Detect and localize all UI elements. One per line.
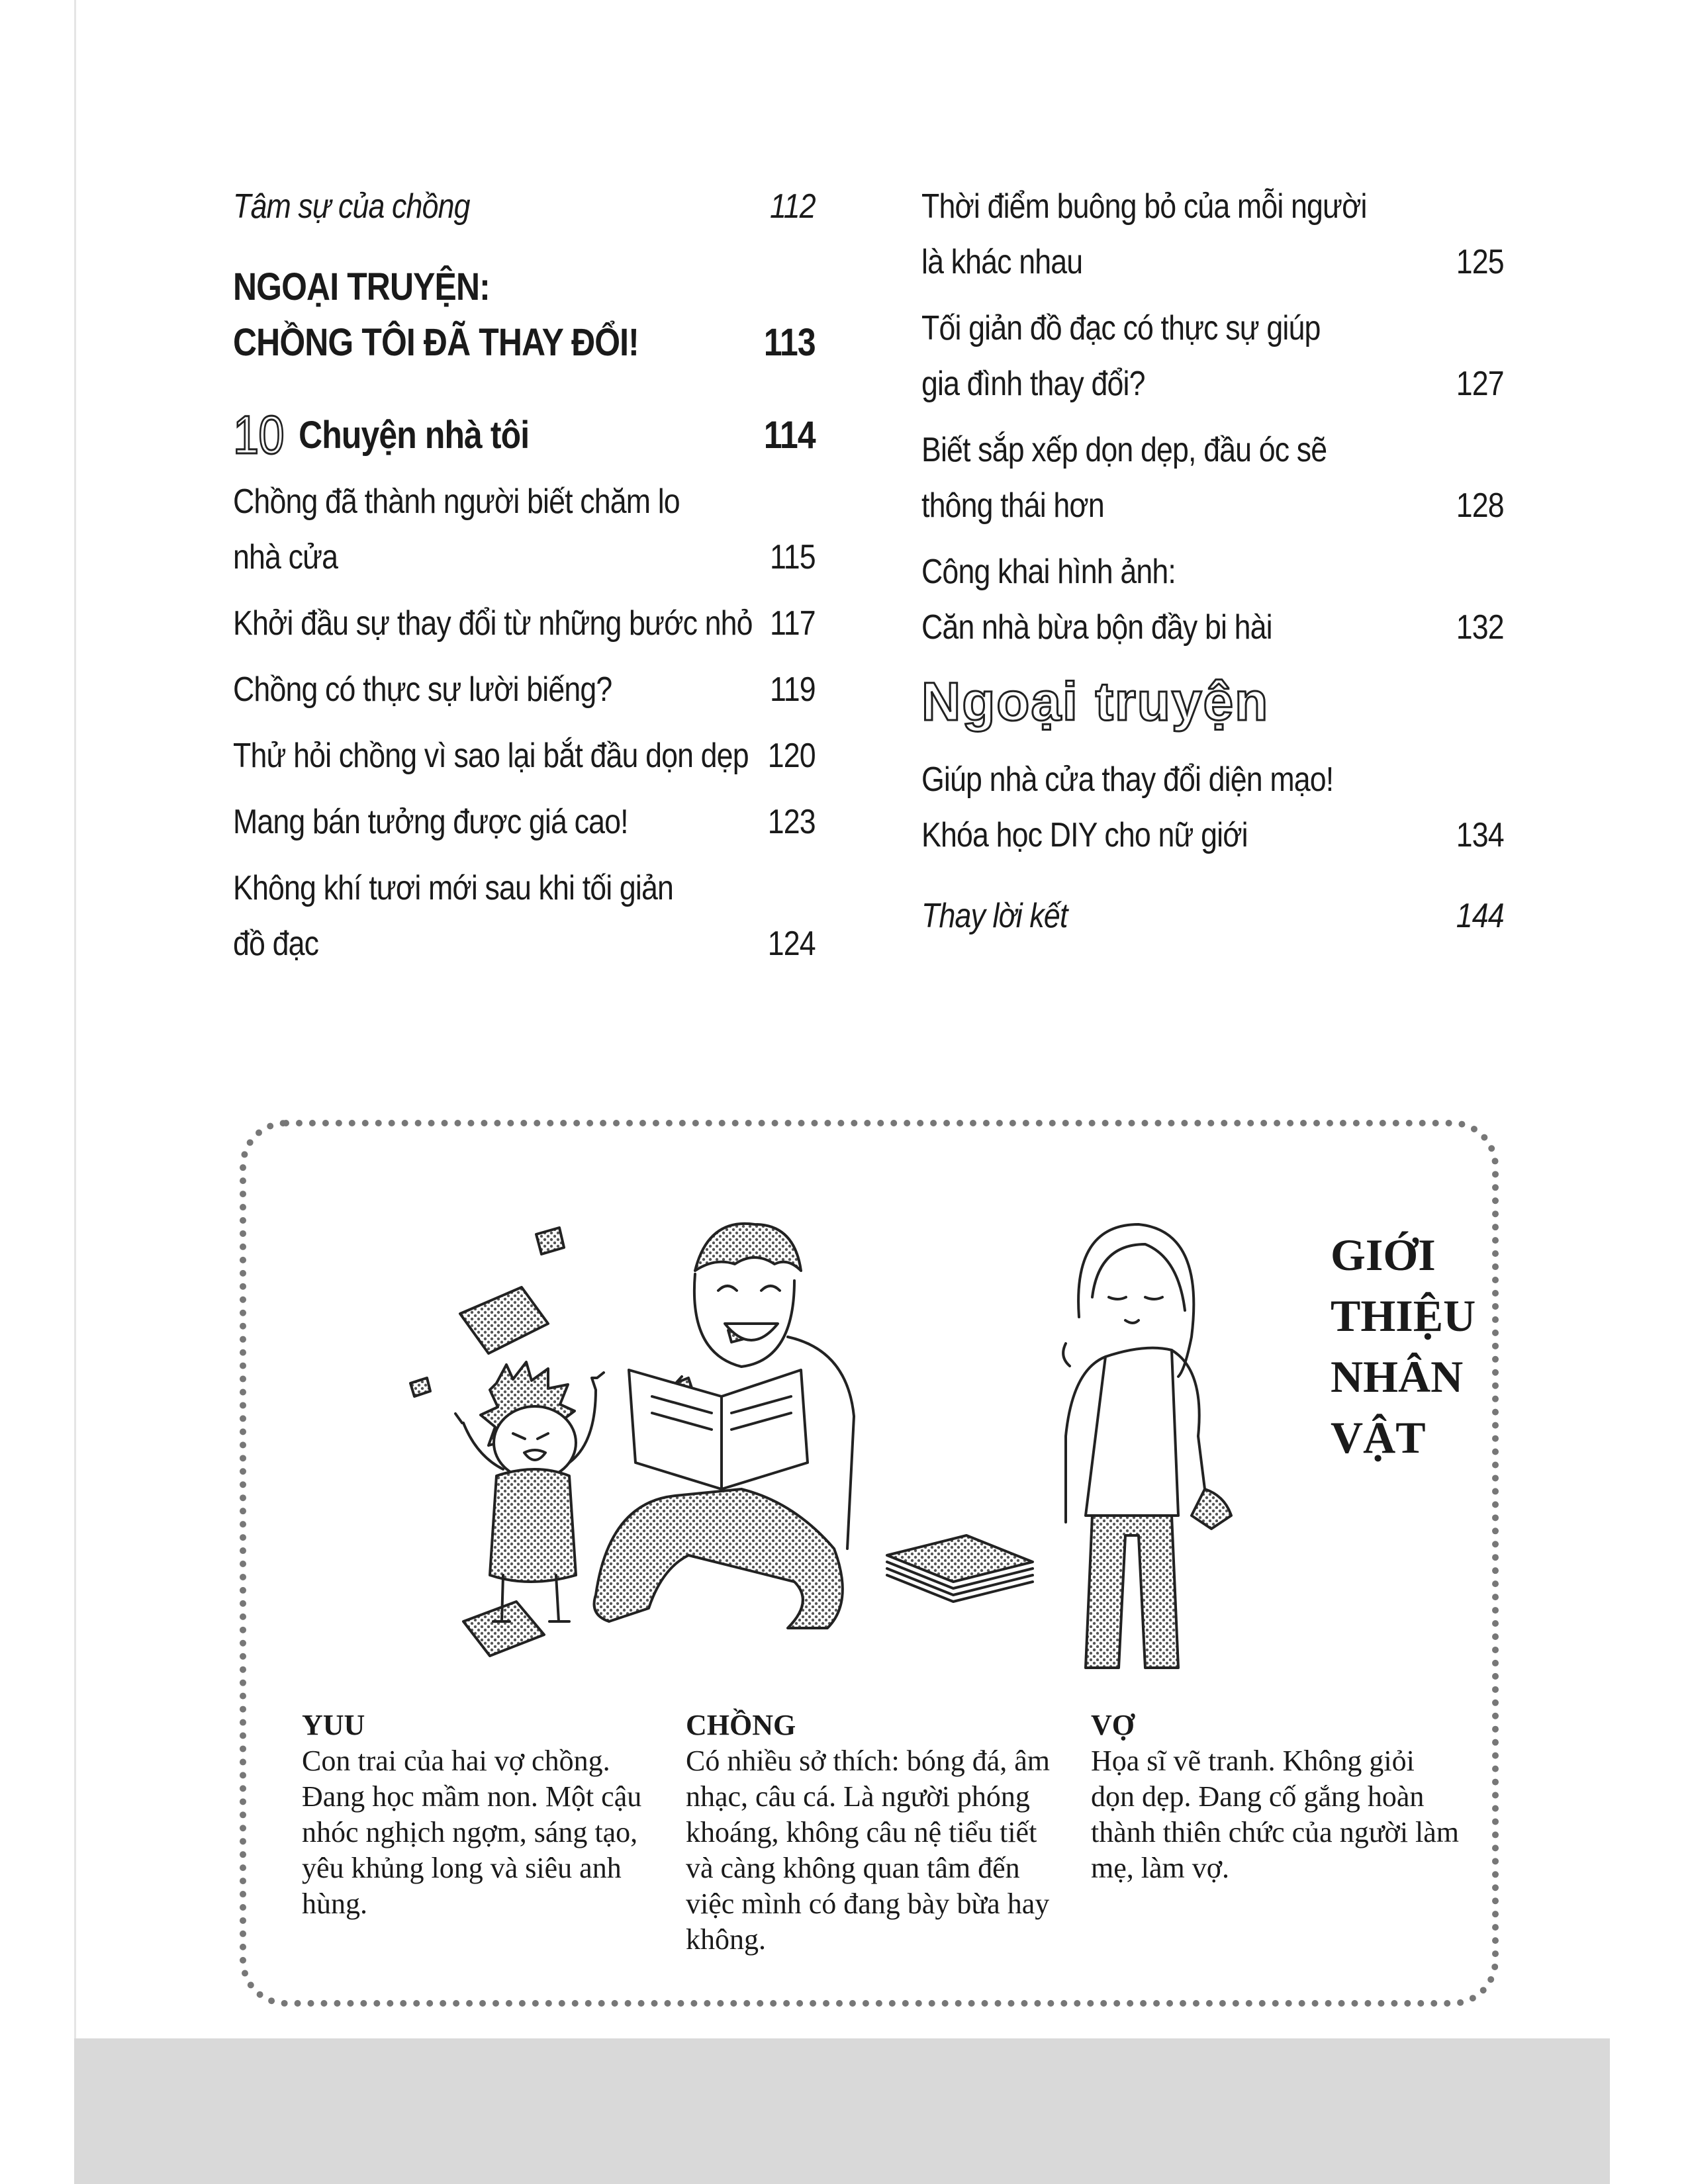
toc-entry[interactable] bbox=[233, 728, 816, 784]
toc-entry-title: Mang bán tưởng được giá cao! bbox=[233, 803, 628, 841]
toc-entry-title: Không khí tươi mới sau khi tối giản đồ đạc bbox=[233, 869, 674, 963]
paper-stack-drawing bbox=[887, 1535, 1033, 1602]
toc-entry-page: 115 bbox=[770, 538, 816, 576]
toc-left-column bbox=[233, 179, 816, 982]
toc-entry[interactable] bbox=[921, 422, 1504, 533]
character-description: Họa sĩ vẽ tranh. Không giỏi dọn dẹp. Đang cố gắng hoàn thành thiên chức của người làm mẹ, làm vợ. bbox=[1091, 1745, 1460, 1884]
toc-entry-title: Thay lời kết bbox=[921, 897, 1068, 935]
character-name: CHỒNG bbox=[686, 1709, 796, 1741]
toc-entry-title: Công khai hình ảnh: Căn nhà bừa bộn đầy bi hài bbox=[921, 553, 1272, 647]
toc-entry[interactable] bbox=[233, 179, 816, 234]
mother-drawing bbox=[1063, 1224, 1231, 1668]
character-name: VỢ bbox=[1091, 1709, 1135, 1741]
character-yuu bbox=[302, 1707, 646, 1922]
toc-entry-title: Chồng đã thành người biết chăm lo nhà cửa bbox=[233, 482, 680, 576]
character-description: Con trai của hai vợ chồng. Đang học mầm non. Một cậu nhóc nghịch ngợm, sáng tạo, yêu khủng long và siêu anh hùng. bbox=[302, 1745, 642, 1920]
toc-chapter-entry[interactable] bbox=[233, 405, 816, 465]
father-drawing bbox=[594, 1224, 855, 1628]
toc-entry-page: 113 bbox=[763, 321, 816, 364]
toc-entry-title: Tâm sự của chồng bbox=[233, 187, 470, 226]
toc-entry-title: Thời điểm buông bỏ của mỗi người là khác nhau bbox=[921, 187, 1367, 281]
toc-entry-page: 132 bbox=[1456, 608, 1504, 647]
toc-entry[interactable] bbox=[921, 300, 1504, 412]
toc-entry-title: Chồng có thực sự lười biếng? bbox=[233, 670, 612, 709]
toc-entry[interactable] bbox=[921, 179, 1504, 290]
footer-bar bbox=[74, 2038, 1610, 2184]
toc-entry-page: 128 bbox=[1456, 486, 1504, 525]
toc-entry-page: 120 bbox=[767, 737, 816, 775]
character-description: Có nhiều sở thích: bóng đá, âm nhạc, câu cá. Là người phóng khoáng, không câu nệ tiểu tiết và càng không quan tâm đến việc mình có đang bày bừa hay không. bbox=[686, 1745, 1050, 1956]
toc-entry[interactable] bbox=[233, 596, 816, 651]
side-story-heading: Ngoại truyện bbox=[921, 672, 1270, 732]
toc-entry-page: 123 bbox=[767, 803, 816, 841]
toc-right-column bbox=[921, 179, 1504, 954]
toc-entry[interactable] bbox=[233, 794, 816, 850]
toc-entry-title: Chuyện nhà tôi bbox=[299, 414, 530, 457]
toc-entry[interactable] bbox=[921, 752, 1504, 863]
toc-entry-page: 125 bbox=[1456, 243, 1504, 281]
toc-entry[interactable] bbox=[233, 662, 816, 717]
character-husband bbox=[686, 1707, 1056, 1958]
toc-entry-special[interactable] bbox=[233, 259, 816, 371]
chapter-number: 10 bbox=[233, 405, 284, 465]
family-illustration bbox=[371, 1185, 1311, 1688]
toc-entry-title: Khởi đầu sự thay đổi từ những bước nhỏ bbox=[233, 604, 753, 643]
toc-entry[interactable] bbox=[233, 474, 816, 585]
toc-entry-page: 127 bbox=[1456, 365, 1504, 403]
toc-entry-page: 117 bbox=[770, 604, 816, 643]
character-intro-title: GIỚI THIỆU NHÂN VẬT bbox=[1331, 1230, 1476, 1463]
toc-entry[interactable] bbox=[233, 860, 816, 972]
toc-entry-title: Biết sắp xếp dọn dẹp, đầu óc sẽ thông thái hơn bbox=[921, 431, 1327, 525]
toc-entry-title: Tối giản đồ đạc có thực sự giúp gia đình thay đổi? bbox=[921, 309, 1321, 403]
toc-entry[interactable] bbox=[921, 544, 1504, 655]
toc-entry-page: 112 bbox=[770, 187, 816, 226]
child-yuu-drawing bbox=[455, 1362, 604, 1621]
character-wife bbox=[1091, 1707, 1462, 1886]
toc-entry-title: Giúp nhà cửa thay đổi diện mạo! Khóa học DIY cho nữ giới bbox=[921, 760, 1334, 854]
toc-entry-page: 134 bbox=[1456, 816, 1504, 854]
character-name: YUU bbox=[302, 1709, 365, 1741]
toc-entry-page: 144 bbox=[1456, 897, 1504, 935]
toc-entry-page: 119 bbox=[770, 670, 816, 709]
toc-entry-title: Thử hỏi chồng vì sao lại bắt đầu dọn dẹp bbox=[233, 737, 749, 775]
toc-entry-page: 124 bbox=[767, 925, 816, 963]
toc-entry-title: NGOẠI TRUYỆN: CHỒNG TÔI ĐÃ THAY ĐỔI! bbox=[233, 265, 639, 364]
chapter-title-row bbox=[233, 405, 530, 465]
toc-entry[interactable] bbox=[921, 888, 1504, 944]
toc-entry-page: 114 bbox=[763, 414, 816, 457]
